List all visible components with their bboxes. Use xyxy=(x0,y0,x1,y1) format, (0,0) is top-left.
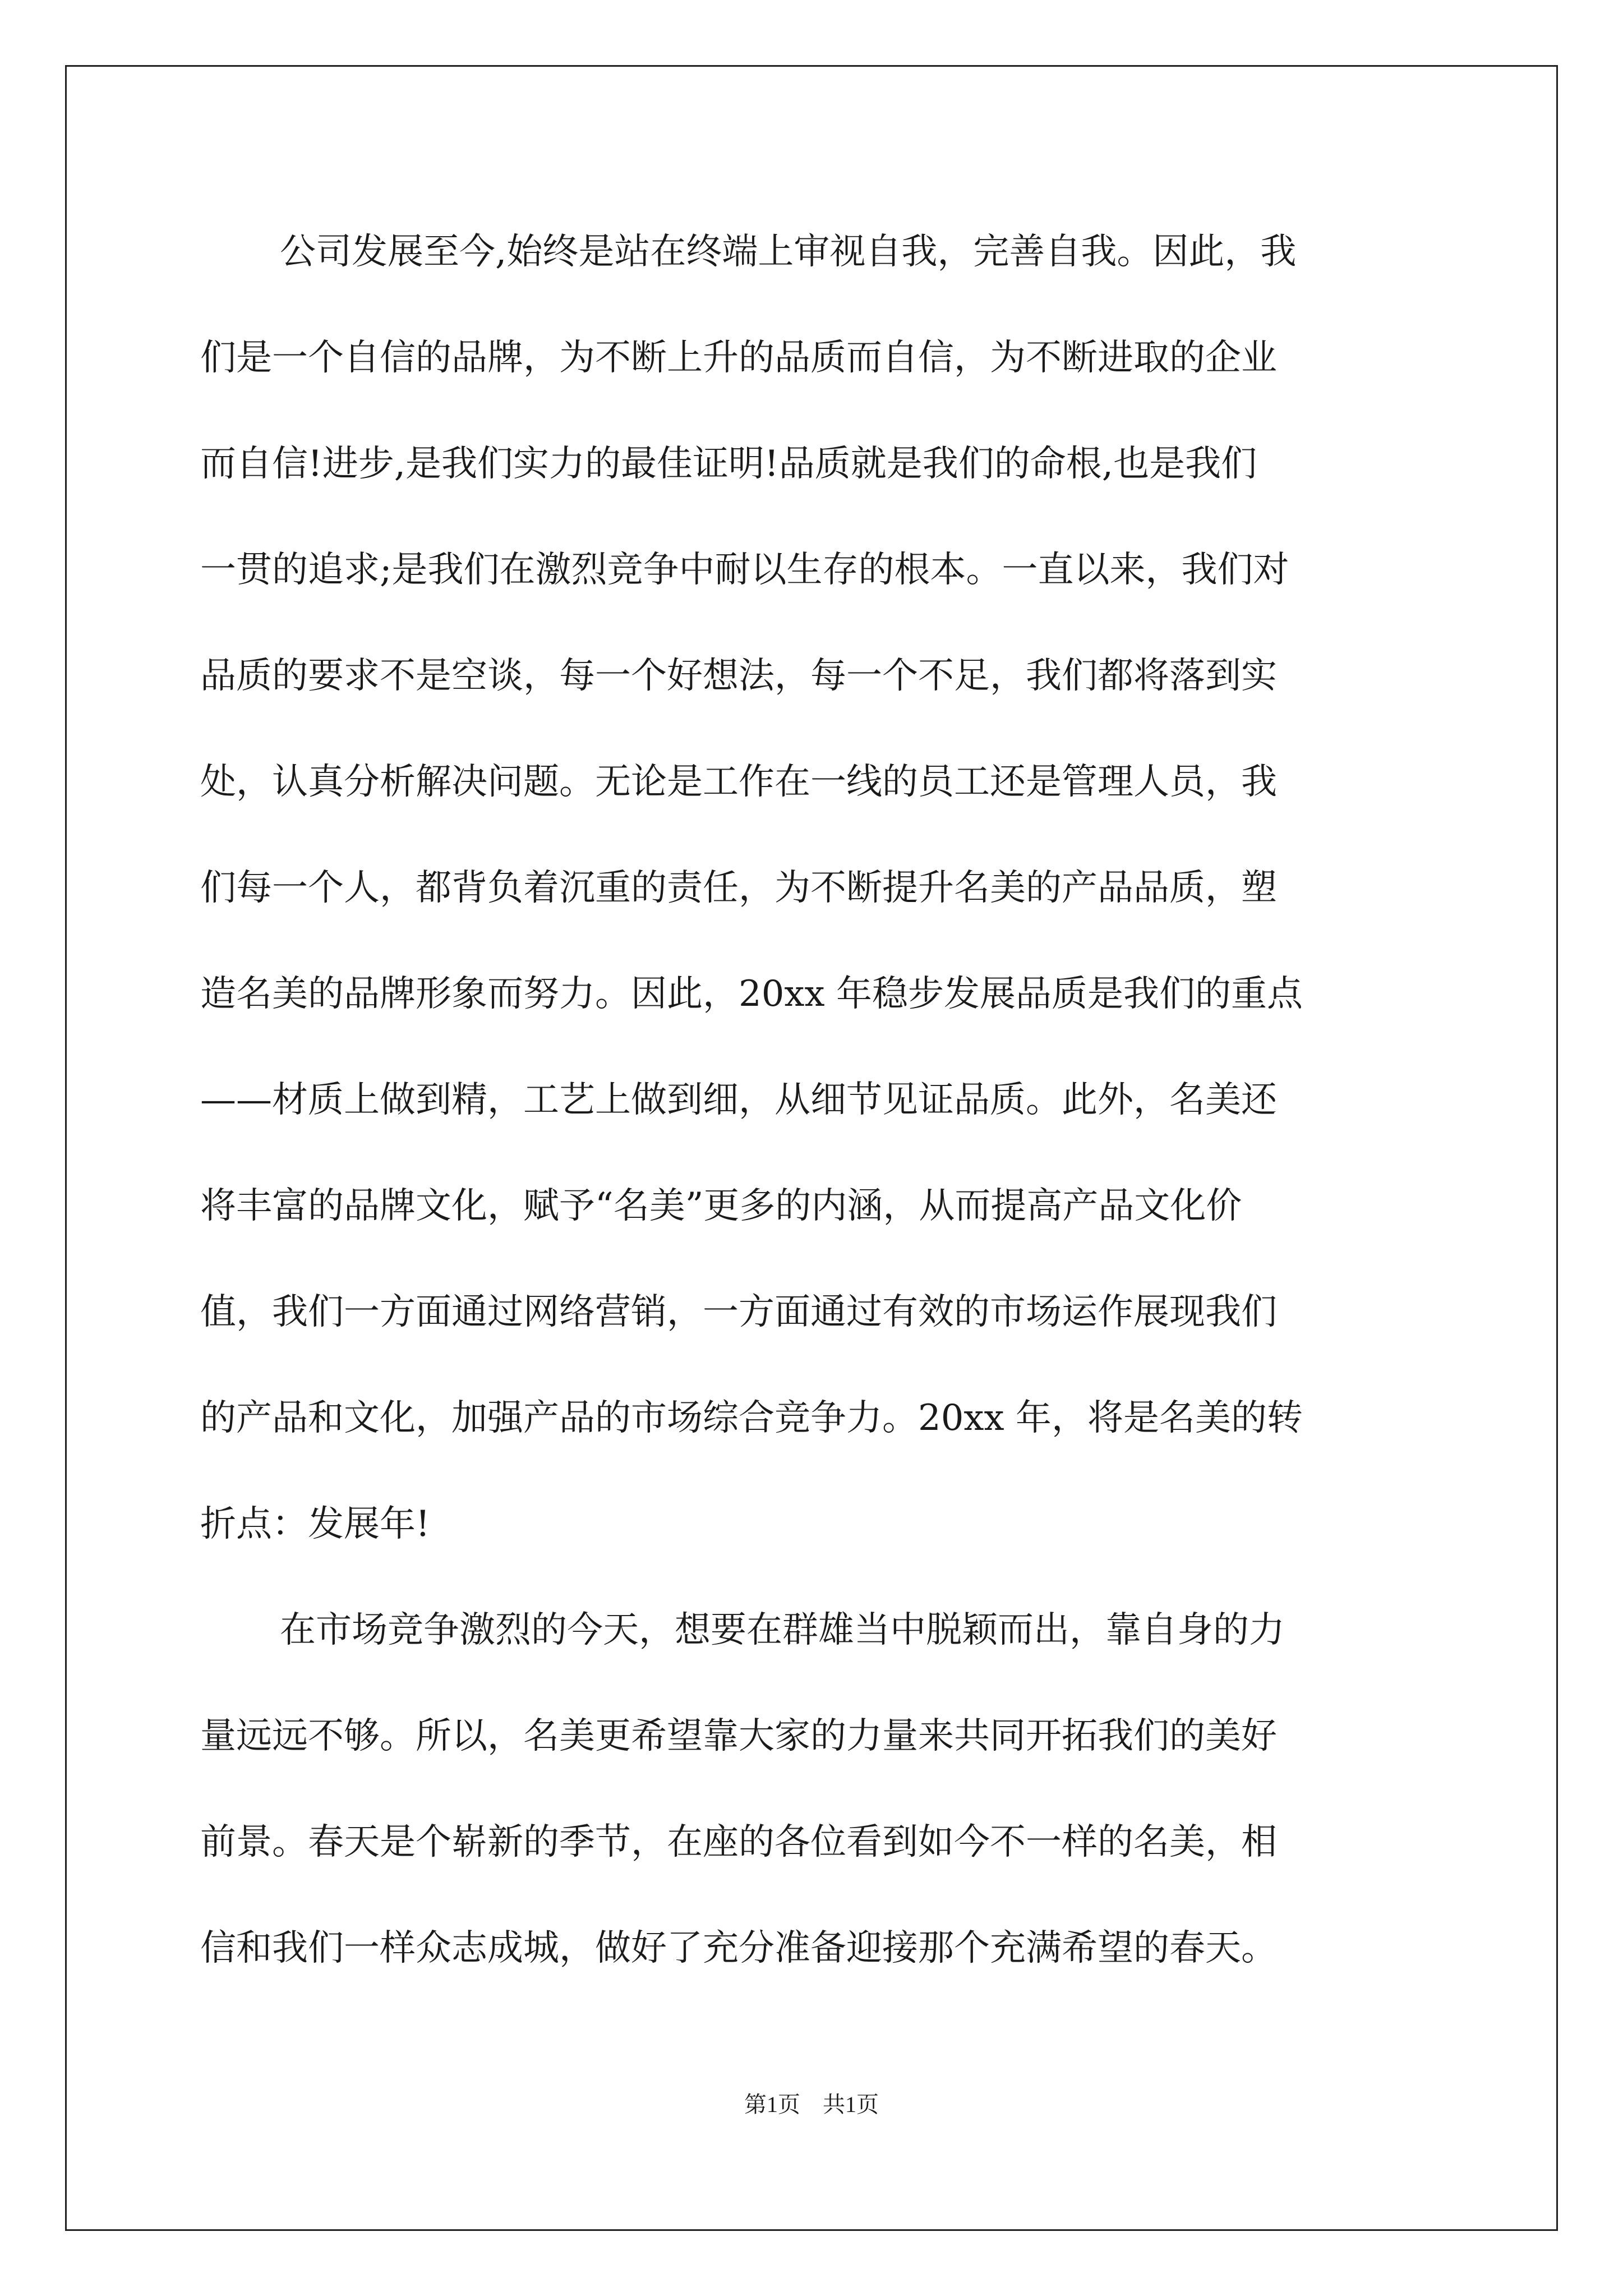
page-number-current: 第1页 xyxy=(744,2092,800,2117)
text-line: 将丰富的品牌文化，赋予“名美”更多的内涵，从而提高产品文化价 xyxy=(200,1185,1242,1227)
paragraph-1 xyxy=(200,199,1434,1577)
document-body xyxy=(200,199,1434,2001)
text-line: 在市场竞争激烈的今天，想要在群雄当中脱颖而出，靠自身的力 xyxy=(280,1609,1285,1651)
text-line: 一贯的追求;是我们在激烈竞争中耐以生存的根本。一直以来，我们对 xyxy=(200,549,1289,591)
page-number-total: 共1页 xyxy=(823,2092,879,2117)
text-line: 值，我们一方面通过网络营销，一方面通过有效的市场运作展现我们 xyxy=(200,1291,1277,1333)
paragraph-2 xyxy=(200,1577,1434,2001)
text-line: 信和我们一样众志成城，做好了充分准备迎接那个充满希望的春天。 xyxy=(200,1927,1277,1969)
text-line: 们每一个人，都背负着沉重的责任，为不断提升名美的产品品质，塑 xyxy=(200,867,1277,909)
page-footer xyxy=(0,2088,1623,2122)
text-line: 的产品和文化，加强产品的市场综合竞争力。20xx 年，将是名美的转 xyxy=(200,1397,1303,1439)
text-line: ——材质上做到精，工艺上做到细，从细节见证品质。此外，名美还 xyxy=(200,1079,1277,1121)
text-line: 处，认真分析解决问题。无论是工作在一线的员工还是管理人员，我 xyxy=(200,761,1277,803)
text-line: 公司发展至今,始终是站在终端上审视自我，完善自我。因此，我 xyxy=(280,231,1297,273)
text-line: 们是一个自信的品牌，为不断上升的品质而自信，为不断进取的企业 xyxy=(200,337,1277,379)
text-line: 品质的要求不是空谈，每一个好想法，每一个不足，我们都将落到实 xyxy=(200,655,1277,697)
text-line: 量远远不够。所以，名美更希望靠大家的力量来共同开拓我们的美好 xyxy=(200,1715,1277,1757)
text-line: 前景。春天是个崭新的季节，在座的各位看到如今不一样的名美，相 xyxy=(200,1821,1277,1863)
text-line: 折点：发展年! xyxy=(200,1503,430,1545)
text-line: 造名美的品牌形象而努力。因此，20xx 年稳步发展品质是我们的重点 xyxy=(200,973,1303,1015)
text-line: 而自信!进步,是我们实力的最佳证明!品质就是我们的命根,也是我们 xyxy=(200,443,1257,485)
